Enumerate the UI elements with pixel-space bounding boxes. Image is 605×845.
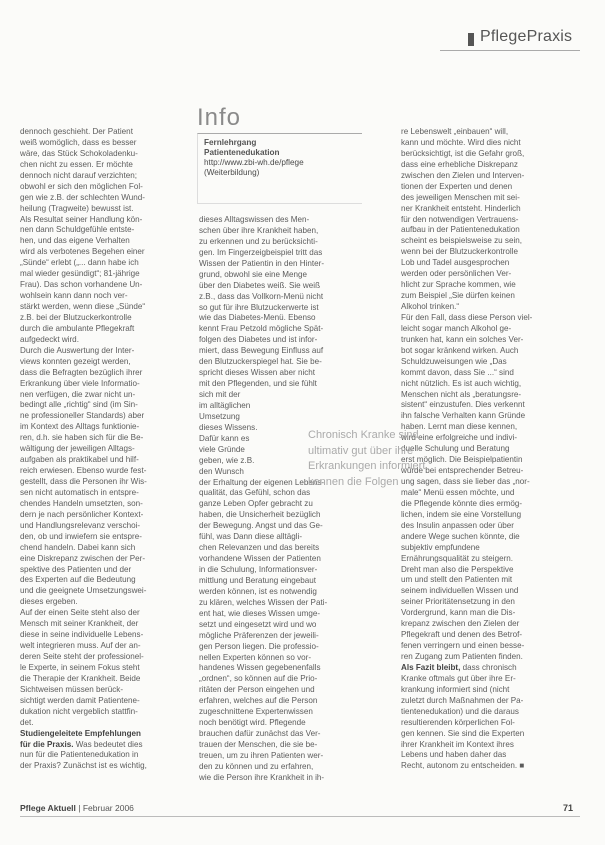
- text-line: dennoch geschieht. Der Patient: [20, 127, 133, 136]
- text-line: wird als verbotenes Begehen einer: [20, 247, 145, 257]
- pull-quote-line: kennen die Folgen: [308, 475, 399, 488]
- text-line: vorhandene Wissen der Patienten: [199, 554, 321, 564]
- text-line: des Insulin anpassen oder über: [401, 520, 514, 530]
- text-line: zugeschnittene Expertenwissen: [199, 707, 313, 717]
- header-bar-mark: [468, 33, 474, 46]
- text-line: lichen, indem sie eine Vorstellung: [401, 509, 522, 519]
- text-line: zu erkennen und zu berücksichti-: [199, 236, 318, 246]
- info-heading: Info: [197, 104, 242, 131]
- text-line: tientenedukation) und die daraus: [401, 706, 519, 716]
- pull-quote-line: ultimativ gut über ihre: [308, 444, 414, 457]
- text-line: durch die ambulante Pflegekraft: [20, 323, 135, 333]
- text-line: mittlung und Beratung eingebaut: [199, 575, 316, 585]
- text-line: Mensch mit seiner Krankheit, der: [20, 619, 139, 629]
- info-box-line: Patientenedukation: [204, 148, 280, 157]
- text-line: Umsetzung: [199, 411, 240, 421]
- text-line: reich erwiesen. Ebenso wurde fest-: [20, 466, 147, 476]
- text-line: der Bewegung. Angst und das Ge-: [199, 521, 323, 531]
- text-line: deren Seite steht der professionel-: [20, 652, 144, 661]
- text-line: sichtigt werden damit Patientene-: [20, 695, 140, 705]
- text-line: stärkt werden, wenn diese „Sünde“: [20, 302, 146, 311]
- text-line: um und stellt den Patienten mit: [401, 575, 513, 585]
- text-line: re Lebenswelt „einbauen“ will,: [401, 127, 509, 136]
- text-line: ihn falsche Verhalten kann Gründe: [401, 411, 526, 421]
- text-line: Menschen nicht als „beratungsre-: [401, 389, 522, 399]
- text-line: „Sünde“ erlebt („... dann habe ich: [20, 258, 139, 268]
- text-line: Recht, autonom zu entscheiden. ■: [401, 761, 525, 771]
- text-line: chen nicht zu essen. Er möchte: [20, 159, 133, 169]
- text-line: scheint es beispielsweise zu sein,: [401, 236, 523, 246]
- text-line: kann und möchte. Wird dies nicht: [401, 137, 521, 147]
- text-line: nellen Experten können so vor-: [199, 652, 312, 662]
- text-line: spricht dieses Wissen aber nicht: [199, 368, 316, 378]
- text-line: Auf der einen Seite steht also der: [20, 608, 140, 618]
- column-middle: [199, 215, 367, 784]
- text-line: den, ob und inwiefern sie entspre-: [20, 531, 142, 541]
- text-line: dieses Alltagswissen des Men-: [199, 215, 310, 224]
- text-line: der Praxis? Zunächst ist es wichtig,: [20, 761, 147, 771]
- text-line: zuletzt durch Maßnahmen der Pa-: [401, 695, 524, 705]
- text-line: berücksichtigt, ist die Gefahr groß,: [401, 148, 525, 158]
- text-line: nen verfügen, die zwar nicht un-: [20, 389, 136, 399]
- text-line: setzt und eingesetzt wird und wo: [199, 619, 317, 629]
- text-line: und die geeignete Umsetzungswei-: [20, 586, 147, 596]
- text-line: Studiengeleitete Empfehlungen: [20, 728, 141, 738]
- text-line: dieses Wissens.: [199, 422, 258, 432]
- text-line: ne professioneller Standards) aber: [20, 411, 145, 421]
- text-line: qualität, das Gefühl, schon das: [199, 488, 311, 498]
- text-line: wohlsein kann dann noch ver-: [20, 291, 128, 301]
- text-line: gen Person liegen. Die professio-: [199, 641, 319, 651]
- pull-quote-line: Erkrankungen informiert: [308, 460, 426, 472]
- text-line: Als Fazit bleibt, dass chronisch: [401, 662, 517, 672]
- text-line: chen Relevanzen und das bereits: [199, 543, 320, 553]
- text-line: folgen des Diabetes und ist infor-: [199, 335, 318, 345]
- text-line: nicht nützlich. Es ist auch wichtig,: [401, 378, 522, 388]
- text-line: den Blutzuckerspiegel hat. Sie be-: [199, 357, 322, 367]
- text-line: Als Resultat seiner Handlung kön-: [20, 214, 143, 224]
- text-line: heilung (Tragweite) bewusst ist.: [20, 203, 134, 213]
- text-line: det.: [20, 717, 34, 727]
- text-line: Lebens und haben daher das: [401, 750, 507, 760]
- text-line: Lob und Tadel ausgesprochen: [401, 258, 510, 268]
- text-line: welt integrieren muss. Auf der an-: [20, 641, 141, 651]
- text-line: fenen verringern und einen besse-: [401, 641, 525, 651]
- text-line: subjektiv empfundene: [401, 542, 480, 552]
- text-line: ritäten der Person eingehen und: [199, 685, 315, 695]
- text-line: kennt Frau Petzold mögliche Spät-: [199, 324, 324, 334]
- text-line: noch benötigt wird. Pflegende: [199, 718, 306, 728]
- header-divider: [440, 50, 580, 51]
- text-line: tionen der Experten und denen: [401, 181, 513, 191]
- magazine-name: Pflege Aktuell: [20, 803, 76, 813]
- text-line: wie das Diabetes-Menü. Ebenso: [199, 313, 316, 323]
- info-box-line: Fernlehrgang: [204, 138, 257, 147]
- text-line: ren Zugang zum Patienten finden.: [401, 652, 523, 661]
- text-line: male“ Menü essen möchte, und: [401, 487, 515, 497]
- text-line: werden oder persönlichen Ver-: [401, 269, 512, 279]
- text-line: diese in seine individuelle Lebens-: [20, 630, 144, 640]
- text-line: ung sagen, dass sie lieber das „nor-: [401, 477, 530, 486]
- info-box: [197, 133, 362, 204]
- text-line: wie die Person ihre Krankheit in ih-: [199, 772, 325, 782]
- text-line: sich mit der: [199, 390, 241, 399]
- text-line: dennoch nicht darauf verzichten;: [20, 170, 137, 180]
- text-line: wenn bei der Blutzuckerkontrolle: [401, 247, 518, 257]
- text-line: aufgedeckt wird.: [20, 334, 79, 344]
- text-line: gen wie z.B. der schlechten Wund-: [20, 192, 145, 202]
- text-line: in die Schulung, Informationsver-: [199, 565, 318, 574]
- text-line: Wissen der Patientin in den Hinter-: [199, 258, 325, 268]
- text-line: ner Krankheit entsteht. Hinderlich: [401, 203, 521, 213]
- text-line: eine Diskrepanz zwischen der Per-: [20, 553, 146, 563]
- text-line: hen, und das eigene Verhalten: [20, 236, 130, 246]
- text-line: obwohl er sich den möglichen Fol-: [20, 181, 143, 191]
- text-line: Ernährungsqualität zu steigern.: [401, 553, 514, 563]
- text-line: chend handeln. Dabei kann sich: [20, 542, 136, 552]
- text-line: Sichtweisen müssen berück-: [20, 684, 124, 694]
- text-line: viele Gründe: [199, 444, 245, 454]
- text-line: geben, wie z.B.: [199, 455, 255, 465]
- text-line: z.B. bei der Blutzuckerkontrolle: [20, 312, 132, 322]
- text-line: dieses ergeben.: [20, 597, 78, 607]
- text-line: erst möglich. Die Beispielpatientin: [401, 455, 523, 465]
- text-line: wäre, das Stück Schokoladenku-: [20, 148, 138, 158]
- text-line: erfahren, welches auf die Person: [199, 696, 318, 706]
- text-line: die Therapie der Krankheit. Beide: [20, 673, 141, 683]
- text-line: Vordergrund, kann man die Dis-: [401, 608, 516, 618]
- text-line: „ordnen“, so können auf die Prio-: [199, 674, 318, 684]
- footer: [20, 803, 134, 813]
- text-line: Durch die Auswertung der Inter-: [20, 345, 135, 355]
- text-line: seinem individuellen Wissen und: [401, 586, 519, 596]
- text-line: den zu können und zu erfahren,: [199, 761, 314, 771]
- text-line: ent hat, wie dieses Wissen umge-: [199, 608, 321, 618]
- text-line: bot sogar kränkend wirken. Auch: [401, 345, 519, 355]
- text-line: dukation nicht vergeblich stattfin-: [20, 706, 138, 716]
- text-line: spektive des Patienten und der: [20, 564, 132, 574]
- text-line: würde bei entsprechender Betreu-: [401, 466, 524, 476]
- text-line: gen kennen. Sie sind die Experten: [401, 728, 525, 738]
- text-line: für die Praxis. Was bedeutet dies: [20, 739, 143, 749]
- pull-quote-line: Chronisch Kranke sind: [308, 429, 419, 441]
- text-line: krepanz zwischen den Zielen der: [401, 619, 520, 629]
- text-line: über den Diabetes weiß. Sie weiß: [199, 280, 321, 290]
- text-line: Alkohol trinken.“: [401, 302, 460, 311]
- text-line: treuen, um zu ihren Patienten wer-: [199, 750, 324, 760]
- text-line: Schuldzuweisungen wie „Das: [401, 356, 507, 366]
- text-line: Pflegekraft und denen des Betrof-: [401, 630, 523, 640]
- text-line: Für den Fall, dass diese Person viel-: [401, 312, 533, 322]
- text-line: brauchen dafür zunächst das Ver-: [199, 729, 321, 739]
- text-line: grund, obwohl sie eine Menge: [199, 269, 307, 279]
- column-left: [20, 127, 180, 772]
- text-line: Dafür kann es: [199, 433, 250, 443]
- text-line: der Erhaltung der eigenen Lebens-: [199, 477, 325, 487]
- text-line: nen dann Schuldgefühle entste-: [20, 225, 135, 235]
- text-line: dern je nach persönlicher Kontext-: [20, 509, 144, 519]
- text-line: des Experten auf die Bedeutung: [20, 575, 136, 585]
- text-line: sen nicht automatisch in entspre-: [20, 487, 139, 497]
- text-line: dass die Befragten bezüglich ihrer: [20, 367, 143, 377]
- text-line: resultierenden körperlichen Fol-: [401, 717, 515, 727]
- text-line: ren, d.h. sie haben sich für die Be-: [20, 433, 144, 443]
- section-title: PflegePraxis: [480, 28, 573, 45]
- text-line: views konnten gezeigt werden,: [20, 356, 131, 366]
- text-line: mögliche Präferenzen der jeweili-: [199, 630, 319, 640]
- info-box-line: (Weiterbildung): [204, 168, 260, 177]
- text-line: zum Beispiel „Sie dürfen keinen: [401, 291, 515, 301]
- text-line: gen. Im Fingerzeigbeispiel tritt das: [199, 247, 323, 257]
- text-line: fühl, was Dann diese alltägli-: [199, 532, 303, 542]
- text-line: im alltäglichen: [199, 400, 251, 410]
- text-line: haben. Lernt man diese kennen,: [401, 422, 518, 432]
- text-line: werden können, ist es notwendig: [199, 586, 317, 596]
- text-line: Kranke oftmals gut über ihre Er-: [401, 673, 516, 683]
- text-line: sistent“ einzustufen. Dies verkennt: [401, 400, 525, 410]
- issue-date: Februar 2006: [82, 803, 134, 813]
- text-line: dass eine erhebliche Diskrepanz: [401, 159, 518, 169]
- text-line: duelle Schulung und Beratung: [401, 444, 510, 454]
- footer-divider: [20, 816, 580, 817]
- text-line: gestellt, dass die Personen ihr Wis-: [20, 477, 147, 486]
- text-line: weiß womöglich, dass es besser: [20, 137, 137, 147]
- page-number: 71: [563, 803, 574, 813]
- text-line: mit den Pflegenden, und sie fühlt: [199, 379, 317, 389]
- text-line: für den notwendigen Vertrauens-: [401, 214, 519, 224]
- text-line: nun für die Patientenedukation in: [20, 750, 139, 760]
- text-line: miert, dass Bewegung Einfluss auf: [199, 346, 324, 356]
- text-line: aufgaben als praktikabel und hilf-: [20, 455, 139, 465]
- text-line: Erkrankung über viele Informatio-: [20, 378, 140, 388]
- text-line: ganze Leben Opfer gebracht zu: [199, 499, 313, 509]
- text-line: und Handlungsrelevanz verschoi-: [20, 520, 141, 530]
- text-line: krankung informiert sind (nicht: [401, 684, 510, 694]
- info-box-line: http://www.zbi-wh.de/pflege: [204, 158, 304, 167]
- text-line: z.B., dass das Vollkorn-Menü nicht: [199, 291, 324, 301]
- text-line: den Wunsch: [199, 466, 244, 476]
- text-line: des jeweiligen Menschen mit sei-: [401, 192, 520, 202]
- text-line: wird eine erfolgreiche und indivi-: [401, 433, 518, 443]
- text-line: im Kontext des Alltags funktionie-: [20, 422, 140, 432]
- text-line: handenes Wissen gegebenenfalls: [199, 663, 321, 673]
- text-line: schen über ihre Krankheit haben,: [199, 225, 319, 235]
- text-line: chendes Handeln umsetzten, son-: [20, 498, 143, 508]
- text-line: kommt davon, dass Sie ...“ sind: [401, 367, 514, 377]
- text-line: leicht sogar manch Alkohol ge-: [401, 323, 512, 333]
- text-line: wältigung der jeweiligen Alltags-: [20, 444, 135, 454]
- text-line: die Pflegende könnte dies ermög-: [401, 498, 523, 508]
- text-line: andere Wege suchen könnte, die: [401, 531, 520, 541]
- text-line: le Experte, in seinem Fokus steht: [20, 662, 140, 672]
- text-line: zwischen den Zielen und Interven-: [401, 170, 525, 180]
- text-line: hlicht zur Sprache kommen, wie: [401, 280, 516, 290]
- text-line: trunken hat, kann ein solches Ver-: [401, 334, 524, 344]
- text-line: mal wieder gesündigt“; 81-jährige: [20, 269, 140, 279]
- text-line: Dreht man also die Perspektive: [401, 564, 514, 574]
- text-line: trauen der Menschen, die sie be-: [199, 740, 318, 749]
- text-line: aufbau in der Patientenedukation: [401, 225, 520, 235]
- text-line: ihrer Krankheit im Kontext ihres: [401, 739, 514, 749]
- text-line: bedingt alle „richtig“ sind (im Sin-: [20, 400, 138, 410]
- text-line: zu klären, welches Wissen der Pati-: [199, 597, 328, 607]
- text-line: haben, die Unsicherheit bezüglich: [199, 510, 321, 520]
- text-line: Frau). Das schon vorhandene Un-: [20, 280, 143, 290]
- footer-separator: |: [78, 803, 83, 813]
- text-line: so gut für ihre Blutzuckerwerte ist: [199, 302, 319, 312]
- pull-quote: [308, 428, 448, 490]
- text-line: seiner Prioritätensetzung in den: [401, 597, 515, 607]
